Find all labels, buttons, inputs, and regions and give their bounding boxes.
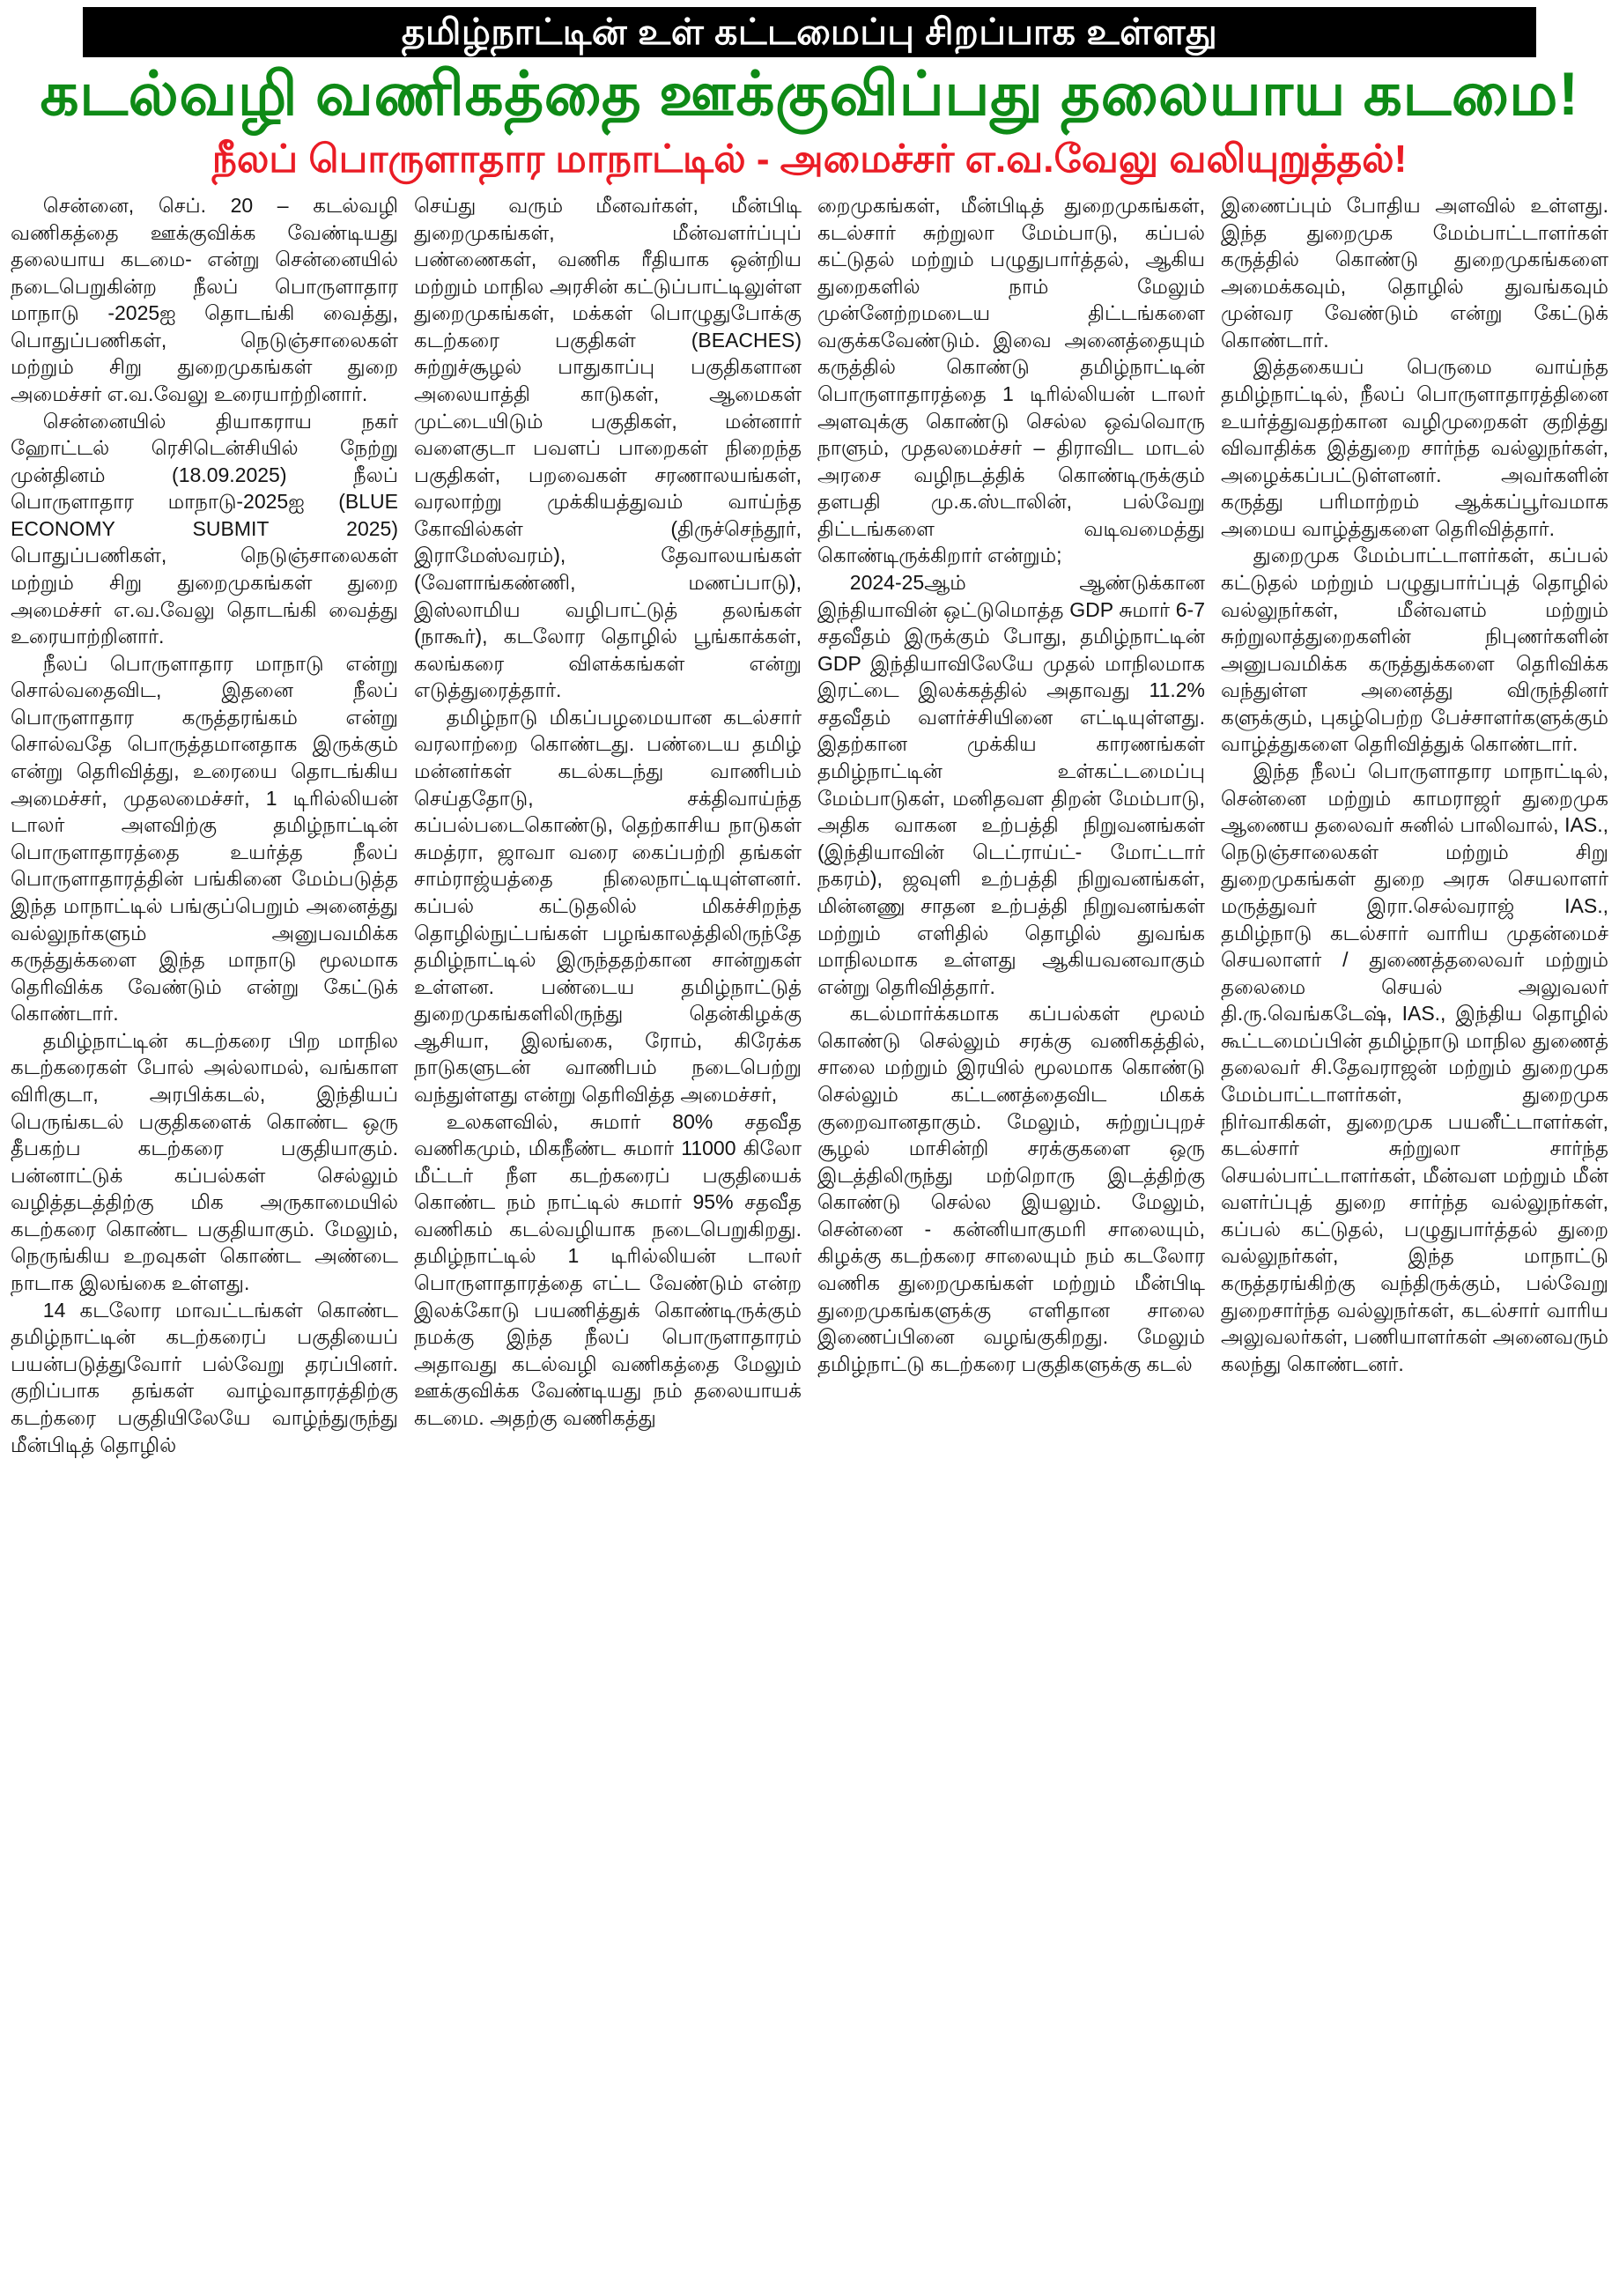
paragraph-c3-p3: கடல்மார்க்கமாக கப்பல்கள் மூலம் கொண்டு செல்லும் சரக்கு வணிகத்தில், சாலை மற்றும் இரயில் மூலமாக கொண்டு செல்லும் கட்டணத்தைவிட மிகக் குறைவானதாகும். மேலும், சுற்றுப்புறச் சூழல் மாசின்றி சரக்குகளை ஒரு இடத்திலிருந்து மற்றொரு இடத்திற்கு கொண்டு செல்ல இயலும். மேலும், சென்னை - கன்னியாகுமரி சாலையும், கிழக்கு கடற்கரை சாலையும் நம் கடலோர வணிக துறைமுகங்கள் மற்றும் மீன்பிடி துறைமுகங்களுக்கு எளிதான சாலை இணைப்பினை வழங்குகிறது. மேலும் தமிழ்நாட்டு கடற்கரை பகுதிகளுக்கு கடல் — [817, 1002, 1205, 1375]
paragraph-c2-p2: தமிழ்நாடு மிகப்பழமையான கடல்சார் வரலாற்றை கொண்டது. பண்டைய தமிழ் மன்னர்கள் கடல்கடந்து வாணிபம் செய்ததோடு, சக்திவாய்ந்த கப்பல்படைகொண்டு, தெற்காசிய நாடுகள் சுமத்ரா, ஜாவா வரை கைப்பற்றி தங்கள் சாம்ராஜ்யத்தை நிலைநாட்டியுள்ளனர். கப்பல் கட்டுதலில் மிகச்சிறந்த தொழில்நுட்பங்கள் பழங்காலத்திலிருந்தே தமிழ்நாட்டில் இருந்ததற்கான சான்றுகள் உள்ளன. பண்டைய தமிழ்நாட்டுத் துறைமுகங்களிலிருந்து தென்கிழக்கு ஆசியா, இலங்கை, ரோம், கிரேக்க நாடுகளுடன் வாணிபம் நடைபெற்று வந்துள்ளது என்று தெரிவித்த அமைச்சர், — [414, 705, 802, 1106]
kicker-headline: தமிழ்நாட்டின் உள் கட்டமைப்பு சிறப்பாக உள்ளது — [83, 7, 1537, 57]
paragraph-c4-p2: இத்தகையப் பெருமை வாய்ந்த தமிழ்நாட்டில், நீலப் பொருளாதாரத்தினை உயர்த்துவதற்கான வழிமுறைகள் குறித்து விவாதிக்க இத்துறை சார்ந்த வல்லுநர்கள், அழைக்கப்பட்டுள்ளனர். அவர்களின் கருத்து பரிமாற்றம் ஆக்கப்பூர்வமாக அமைய வாழ்த்துகளை தெரிவித்தார். — [1221, 355, 1608, 540]
column-2 — [414, 192, 802, 2258]
paragraph-c1-p5: 14 கடலோர மாவட்டங்கள் கொண்ட தமிழ்நாட்டின் கடற்கரைப் பகுதியைப் பயன்படுத்துவோர் பல்வேறு தரப்பினர். குறிப்பாக தங்கள் வாழ்வாதாரத்திற்கு கடற்கரை பகுதியிலேயே வாழ்ந்துருந்து மீன்பிடித் தொழில் — [11, 1298, 398, 1456]
column-3 — [817, 192, 1205, 2258]
column-4 — [1221, 192, 1608, 2258]
paragraph-c1-p4: தமிழ்நாட்டின் கடற்கரை பிற மாநில கடற்கரைகள் போல் அல்லாமல், வங்காள விரிகுடா, அரபிக்கடல், இந்தியப் பெருங்கடல் பகுதிகளைக் கொண்ட ஒரு தீபகற்ப கடற்கரை பகுதியாகும். பன்னாட்டுக் கப்பல்கள் செல்லும் வழித்தடத்திற்கு மிக அருகாமையில் கடற்கரை கொண்ட பகுதியாகும். மேலும், நெருங்கிய உறவுகள் கொண்ட அண்டை நாடாக இலங்கை உள்ளது. — [11, 1028, 398, 1295]
column-1 — [11, 192, 398, 2258]
paragraph-c2-p3: உலகளவில், சுமார் 80% சதவீத வணிகமும், மிகநீண்ட சுமார் 11000 கிலோ மீட்டர் நீள கடற்கரைப் பகுதியைக் கொண்ட நம் நாட்டில் சுமார் 95% சதவீத வணிகம் கடல்வழியாக நடைபெறுகிறது. தமிழ்நாட்டில் 1 டிரில்லியன் டாலர் பொருளாதாரத்தை எட்ட வேண்டும் என்ற இலக்கோடு பயணித்துக் கொண்டிருக்கும் நமக்கு இந்த நீலப் பொருளாதாரம் அதாவது கடல்வழி வணிகத்தை மேலும் ஊக்குவிக்க வேண்டியது நம் தலையாயக் கடமை. அதற்கு வணிகத்து — [414, 1109, 802, 1429]
paragraph-c1-p1: சென்னை, செப். 20 – கடல்வழி வணிகத்தை ஊக்குவிக்க வேண்டியது தலையாய கடமை- என்று சென்னையில் நடைபெறுகின்ற நீலப் பொருளாதார மாநாடு -2025ஐ தொடங்கி வைத்து, பொதுப்பணிகள், நெடுஞ்சாலைகள் மற்றும் சிறு துறைமுகங்கள் துறை அமைச்சர் எ.வ.வேலு உரையாற்றினார். — [11, 193, 398, 405]
paragraph-c1-p3: நீலப் பொருளாதார மாநாடு என்று சொல்வதைவிட, இதனை நீலப் பொருளாதார கருத்தரங்கம் என்று சொல்வதே பொருத்தமானதாக இருக்கும் என்று தெரிவித்து, உரையை தொடங்கிய அமைச்சர், முதலமைச்சர், 1 டிரில்லியன் டாலர் அளவிற்கு தமிழ்நாட்டின் பொருளாதாரத்தை உயர்த்த நீலப் பொருளாதாரத்தின் பங்கினை மேம்படுத்த இந்த மாநாட்டில் பங்குப்பெறும் அனைத்து வல்லுநர்களும் அனுபவமிக்க கருத்துக்களை இந்த மாநாடு மூலமாக தெரிவிக்க வேண்டும் என்று கேட்டுக் கொண்டார். — [11, 651, 398, 1026]
article-body — [11, 192, 1608, 2258]
paragraph-c4-p4: இந்த நீலப் பொருளாதார மாநாட்டில், சென்னை மற்றும் காமராஜர் துறைமுக ஆணைய தலைவர் சுனில் பாலிவால், IAS., நெடுஞ்சாலைகள் மற்றும் சிறு துறைமுகங்கள் துறை அரசு செயலாளர் மருத்துவர் இரா.செல்வராஜ் IAS., தமிழ்நாடு கடல்சார் வாரிய முதன்மைச் செயலாளர் / துணைத்தலைவர் மற்றும் தலைமை செயல் அலுவலர் தி.ரு.வெங்கடேஷ், IAS., இந்திய தொழில் கூட்டமைப்பின் தமிழ்நாடு மாநில துணைத் தலைவர் சி.தேவராஜன் மற்றும் துறைமுக மேம்பாட்டாளர்கள், துறைமுக நிர்வாகிகள், துறைமுக பயனீட்டாளர்கள், கடல்சார் சுற்றுலா சார்ந்த செயல்பாட்டாளர்கள், மீன்வள மற்றும் மீன் வளர்ப்புத் துறை சார்ந்த வல்லுநர்கள், கப்பல் கட்டுதல், பழுதுபார்த்தல் துறை வல்லுநர்கள், இந்த மாநாட்டு கருத்தரங்கிற்கு வந்திருக்கும், பல்வேறு துறைசார்ந்த வல்லுநர்கள், கடல்சார் வாரிய அலுவலர்கள், பணியாளர்கள் அனைவரும் கலந்து கொண்டனர். — [1221, 759, 1608, 1375]
paragraph-c4-p1: இணைப்பும் போதிய அளவில் உள்ளது. இந்த துறைமுக மேம்பாட்டாளர்கள் கருத்தில் கொண்டு துறைமுகங்களை அமைக்கவும், தொழில் துவங்கவும் முன்வர வேண்டும் என்று கேட்டுக் கொண்டார். — [1221, 193, 1608, 352]
paragraph-c4-p3: துறைமுக மேம்பாட்டாளர்கள், கப்பல் கட்டுதல் மற்றும் பழுதுபார்ப்புத் தொழில் வல்லுநர்கள், மீன்வளம் மற்றும் சுற்றுலாத்துறைகளின் நிபுணர்களின் அனுபவமிக்க கருத்துக்களை தெரிவிக்க வந்துள்ள அனைத்து விருந்தினர் களுக்கும், புகழ்பெற்ற பேச்சாளர்களுக்கும் வாழ்த்துகளை தெரிவித்துக் கொண்டார். — [1221, 544, 1608, 756]
paragraph-c2-p1: செய்து வரும் மீனவர்கள், மீன்பிடி துறைமுகங்கள், மீன்வளர்ப்புப் பண்ணைகள், வணிக ரீதியாக ஒன்றிய மற்றும் மாநில அரசின் கட்டுப்பாட்டிலுள்ள துறைமுகங்கள், மக்கள் பொழுதுபோக்கு கடற்கரை பகுதிகள் (BEACHES) சுற்றுச்சூழல் பாதுகாப்பு பகுதிகளான அலையாத்தி காடுகள், ஆமைகள் முட்டையிடும் பகுதிகள், மன்னார் வளைகுடா பவளப் பாறைகள் நிறைந்த பகுதிகள், பறவைகள் சரணாலயங்கள், வரலாற்று முக்கியத்துவம் வாய்ந்த கோவில்கள் (திருச்செந்தூர், இராமேஸ்வரம்), தேவாலயங்கள் (வேளாங்கண்ணி, மணப்பாடு), இஸ்லாமிய வழிபாட்டுத் தலங்கள் (நாகூர்), கடலோர தொழில் பூங்காக்கள், கலங்கரை விளக்கங்கள் என்று எடுத்துரைத்தார். — [414, 193, 802, 702]
sub-headline: நீலப் பொருளாதார மாநாட்டில் - அமைச்சர் எ.வ.வேலு வலியுறுத்தல்! — [211, 137, 1408, 181]
article-header — [11, 7, 1608, 180]
paragraph-c1-p2: சென்னையில் தியாகராய நகர் ஹோட்டல் ரெசிடென்சியில் நேற்று முன்தினம் (18.09.2025) நீலப் பொருளாதார மாநாடு-2025ஐ (BLUE ECONOMY SUBMIT 2025) பொதுப்பணிகள், நெடுஞ்சாலைகள் மற்றும் சிறு துறைமுகங்கள் துறை அமைச்சர் எ.வ.வேலு தொடங்கி வைத்து உரையாற்றினார். — [11, 409, 398, 648]
paragraph-c3-p2: 2024-25ஆம் ஆண்டுக்கான இந்தியாவின் ஒட்டுமொத்த GDP சுமார் 6-7 சதவீதம் இருக்கும் போது, தமிழ்நாட்டின் GDP இந்தியாவிலேயே முதல் மாநிலமாக இரட்டை இலக்கத்தில் அதாவது 11.2% சதவீதம் வளர்ச்சியினை எட்டியுள்ளது. இதற்கான முக்கிய காரணங்கள் தமிழ்நாட்டின் உள்கட்டமைப்பு மேம்பாடுகள், மனிதவள திறன் மேம்பாடு, அதிக வாகன உற்பத்தி நிறுவனங்கள் (இந்தியாவின் டெட்ராய்ட்- மோட்டார் நகரம்), ஜவுளி உற்பத்தி நிறுவனங்கள், மின்னணு சாதன உற்பத்தி நிறுவனங்கள் மற்றும் எளிதில் தொழில் துவங்க மாநிலமாக உள்ளது ஆகியவனவாகும் என்று தெரிவித்தார். — [817, 571, 1205, 998]
paragraph-c3-p1: றைமுகங்கள், மீன்பிடித் துறைமுகங்கள், கடல்சார் சுற்றுலா மேம்பாடு, கப்பல் கட்டுதல் மற்றும் பழுதுபார்த்தல், ஆகிய துறைகளில் நாம் மேலும் முன்னேற்றமடைய திட்டங்களை வகுக்கவேண்டும். இவை அனைத்தையும் கருத்தில் கொண்டு தமிழ்நாட்டின் பொருளாதாரத்தை 1 டிரில்லியன் டாலர் அளவுக்கு கொண்டு செல்ல ஒவ்வொரு நாளும், முதலமைச்சர் – திராவிட மாடல் அரசை வழிநடத்திக் கொண்டிருக்கும் தளபதி மு.க.ஸ்டாலின், பல்வேறு திட்டங்களை வடிவமைத்து கொண்டிருக்கிறார் என்றும்; — [817, 193, 1205, 567]
main-headline: கடல்வழி வணிகத்தை ஊக்குவிப்பது தலையாய கடமை! — [40, 60, 1579, 129]
